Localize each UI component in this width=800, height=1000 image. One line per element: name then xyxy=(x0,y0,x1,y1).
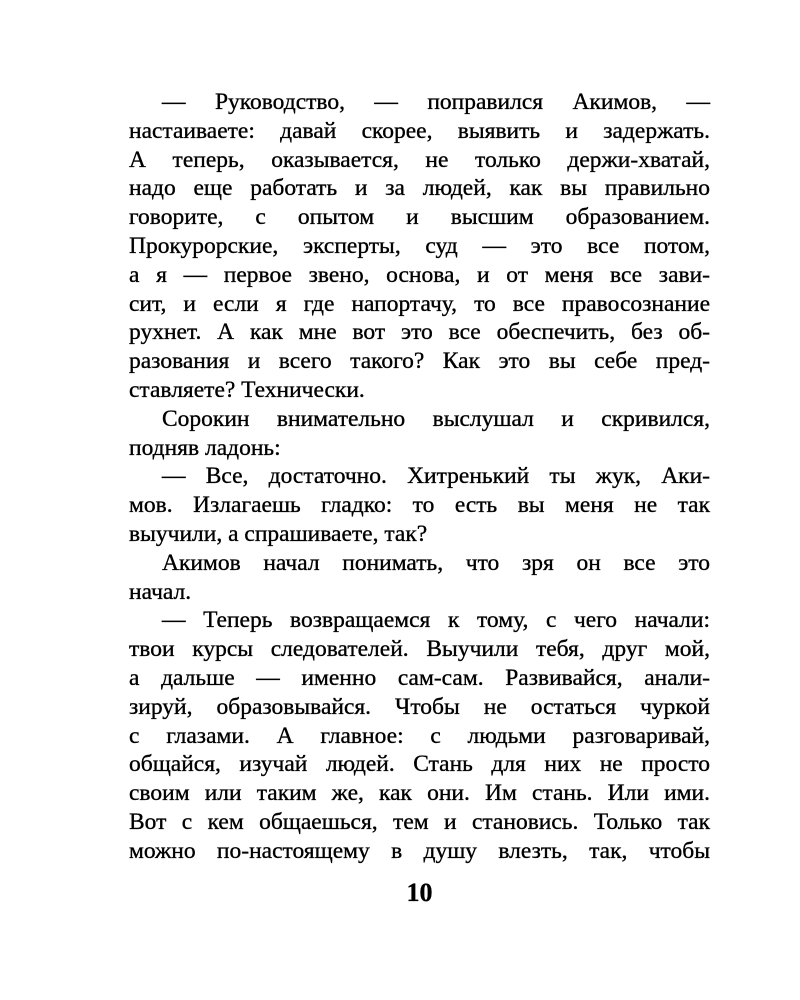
text-line: Сорокин внимательно выслушал и скривился, xyxy=(162,405,710,432)
text-line: — Руководство, — поправился Акимов, — xyxy=(162,89,710,115)
text-line: с глазами. А главное: с людьми разговаривай, xyxy=(129,722,710,749)
text-line: а дальше — именно сам-сам. Развивайся, анали- xyxy=(129,664,710,691)
text-line: ставляете? Технически. xyxy=(129,376,365,403)
text-line: Вот с кем общаешься, тем и становись. Только так xyxy=(129,808,710,835)
text-line: А теперь, оказывается, не только держи-хватай, xyxy=(129,146,710,173)
text-line: — Все, достаточно. Хитренький ты жук, Аки- xyxy=(162,463,710,490)
text-line: Прокурорские, эксперты, суд — это все потом, xyxy=(129,232,710,259)
text-line: зируй, образовывайся. Чтобы не остаться чуркой xyxy=(129,693,710,720)
text-line: общайся, изучай людей. Стань для них не просто xyxy=(129,751,710,778)
page-number: 10 xyxy=(406,878,433,907)
text-line: начал. xyxy=(129,578,192,605)
text-line: настаиваете: давай скорее, выявить и задержать. xyxy=(129,117,710,144)
text-line: подняв ладонь: xyxy=(129,434,281,461)
paragraph xyxy=(129,405,710,463)
text-line: разования и всего такого? Как это вы себе пред- xyxy=(129,348,710,375)
text-line: сит, и если я где напортачу, то все правосознание xyxy=(129,290,710,317)
text-line: — Теперь возвращаемся к тому, с чего начали: xyxy=(162,607,710,634)
text-line: твои курсы следователей. Выучили тебя, друг мой, xyxy=(129,636,710,663)
text-line: рухнет. А как мне вот это все обеспечить, без об- xyxy=(129,319,710,346)
text-line: выучили, а спрашиваете, так? xyxy=(129,520,428,547)
text-line: Акимов начал понимать, что зря он все это xyxy=(162,549,710,576)
text-line: можно по-настоящему в душу влезть, так, чтобы xyxy=(129,837,710,864)
paragraph xyxy=(129,549,710,607)
paragraph xyxy=(129,88,710,405)
text-line: мов. Излагаешь гладко: то есть вы меня не так xyxy=(129,492,710,519)
text-line: говорите, с опытом и высшим образованием. xyxy=(129,204,710,231)
paragraph xyxy=(129,606,710,865)
text-line: а я — первое звено, основа, и от меня все зави- xyxy=(129,261,710,288)
text-block xyxy=(129,88,710,866)
text-line: своим или таким же, как они. Им стань. Или ими. xyxy=(129,780,710,807)
text-line: надо еще работать и за людей, как вы правильно xyxy=(129,175,710,202)
paragraph xyxy=(129,462,710,548)
